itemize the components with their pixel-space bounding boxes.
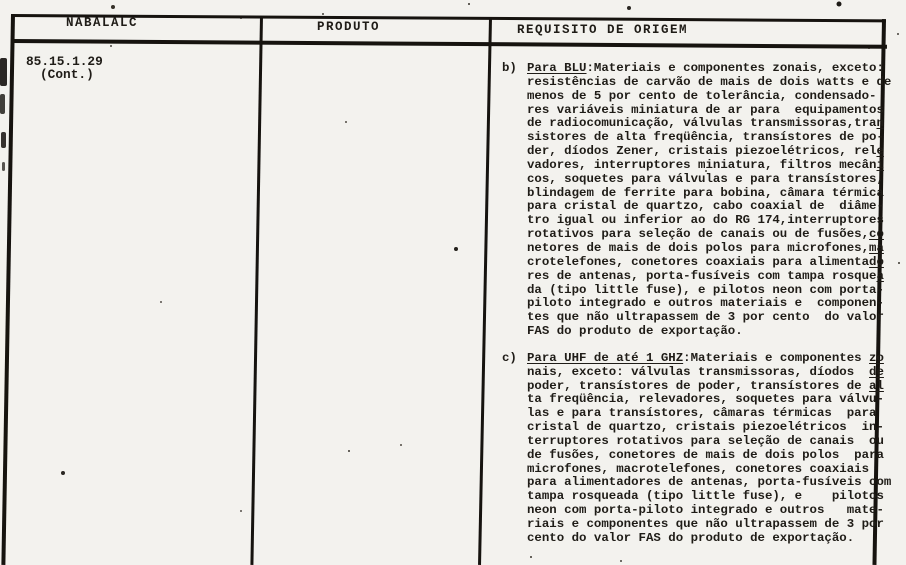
text-line: menos de 5 por cento de tolerância, condensado- [527,88,877,103]
scan-smudge [2,162,5,171]
scan-smudge [1,132,6,148]
item-marker: b) [502,61,517,75]
item-marker: c) [502,350,517,365]
text-line: netores de mais de dois polos para microfones,ma [527,240,884,255]
table-column-divider-2 [478,18,492,565]
text-line: res de antenas, porta-fusíveis com tampa rosquea [527,268,884,283]
text-line: tes que não ultrapassem de 3 por cento do valor [527,310,884,325]
table-column-divider-1 [250,16,263,565]
text-line: las e para transístores, câmaras térmicas para [527,406,877,421]
scan-noise [0,0,2,2]
text-line: vadores, interruptores miniatura, filtros mecâni [527,157,884,172]
text-line: FAS do produto de exportação. [527,324,743,339]
text-line: sistores de alta freqüência, transístores de po- [527,130,884,145]
text-line: ta freqüência, relevadores, soquetes para válvu- [527,392,884,407]
text-line: rotativos para seleção de canais ou de fusões,co [527,227,884,242]
column-header-nabalalc: NABALALC [66,16,139,30]
text-line: cos, soquetes para válvulas e para transístores, [527,171,884,186]
text-line: para cristal de quartzo, cabo coaxial de diâme- [527,199,884,214]
text-line: piloto integrado e outros materiais e componen- [527,296,884,311]
text-line: tro igual ou inferior ao do RG 174,interruptores [527,213,884,228]
text-line: microfones, macrotelefones, conetores coaxiais [527,461,870,476]
text-line: neon com porta-piloto integrado e outros mate- [527,503,884,518]
text-line: para alimentadores de antenas, porta-fusíveis com [527,475,892,490]
scan-smudge [0,94,5,114]
text-line: terruptores rotativos para seleção de canais ou [527,433,884,448]
text-line: de fusões, conetores de mais de dois polos para [527,447,884,462]
table-border-top [12,14,886,22]
text-line: poder, transístores de poder, transístores de al [527,378,884,393]
text-line: riais e componentes que não ultrapassem de 3 por [527,517,884,531]
nabalalc-cont: (Cont.) [40,67,94,82]
text-line: da (tipo little fuse), e pilotos neon com porta- [527,282,884,297]
text-line: Para BLU:Materiais e componentes zonais, exceto: [527,61,884,75]
text-line: der, díodos Zener, cristais piezoelétricos, rele [527,144,884,159]
text-line: de radiocomunicação, válvulas transmissoras,tran [527,116,884,131]
text-line: resistências de carvão de mais de dois watts e de [527,74,892,89]
text-line: cristal de quartzo, cristais piezoelétricos in- [527,420,884,435]
text-line: blindagem de ferrite para bobina, câmara térmica [527,185,884,200]
text-line: nais, exceto: válvulas transmissoras, díodos de [527,364,884,379]
nabalalc-code: 85.15.1.29 [26,54,103,69]
text-line: Para UHF de até 1 GHZ:Materiais e componentes zo [527,350,884,365]
requisito-item [502,61,892,339]
requisito-list [502,61,892,546]
column-header-produto: PRODUTO [317,20,381,34]
text-line: crotelefones, conetores coaxiais para alimentado [527,254,884,269]
text-line: tampa rosqueada (tipo little fuse), e pilotos [527,489,884,504]
requisito-item [502,350,892,546]
table-header-separator [11,39,887,49]
text-line: res variáveis miniatura de ar para equipamentos [527,102,884,117]
column-header-requisito: REQUISITO DE ORIGEM [517,23,689,37]
text-line: cento do valor FAS do produto de exportação. [527,530,855,545]
scan-smudge [0,58,7,86]
